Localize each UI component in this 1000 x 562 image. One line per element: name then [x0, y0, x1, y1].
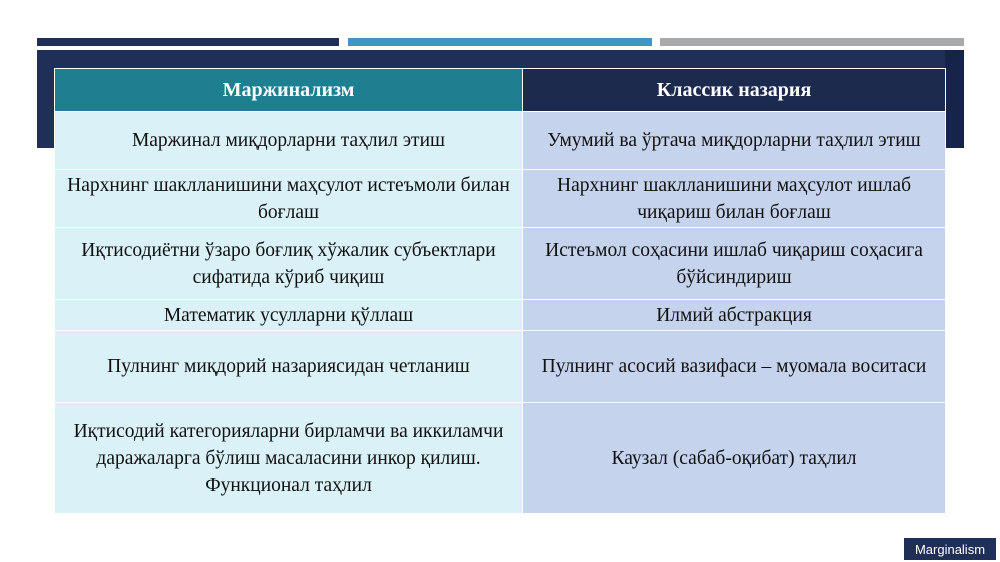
top-bar-gray — [660, 38, 964, 46]
cell-classical: Каузал (сабаб-оқибат) таҳлил — [523, 403, 946, 514]
cell-marginalism: Пулнинг миқдорий назариясидан четланиш — [55, 331, 523, 403]
top-bar-blue — [348, 38, 652, 46]
cell-classical: Истеъмол соҳасини ишлаб чиқариш соҳасига бўйсиндириш — [523, 228, 946, 300]
cell-classical: Умумий ва ўртача миқдорларни таҳлил этиш — [523, 112, 946, 170]
footer-badge: Marginalism — [904, 538, 996, 560]
comparison-table — [54, 68, 946, 514]
cell-classical: Нархнинг шаклланишини маҳсулот ишлаб чиқариш билан боғлаш — [523, 170, 946, 228]
table-row — [55, 112, 946, 170]
table-row — [55, 331, 946, 403]
header-classical-theory: Классик назария — [523, 69, 946, 112]
table-row — [55, 170, 946, 228]
header-marginalism: Маржинализм — [55, 69, 523, 112]
table-row — [55, 403, 946, 514]
cell-marginalism: Математик усулларни қўллаш — [55, 300, 523, 331]
cell-marginalism: Маржинал миқдорларни таҳлил этиш — [55, 112, 523, 170]
cell-classical: Пулнинг асосий вазифаси – муомала воситаси — [523, 331, 946, 403]
top-bar-navy — [37, 38, 339, 46]
cell-classical: Илмий абстракция — [523, 300, 946, 331]
table-row — [55, 300, 946, 331]
title-band-shadow — [945, 50, 964, 148]
table-header-row — [55, 69, 946, 112]
cell-marginalism: Нархнинг шаклланишини маҳсулот истеъмоли билан боғлаш — [55, 170, 523, 228]
cell-marginalism: Иқтисодиётни ўзаро боғлиқ хўжалик субъектлари сифатида кўриб чиқиш — [55, 228, 523, 300]
cell-marginalism: Иқтисодий категорияларни бирламчи ва иккиламчи даражаларга бўлиш масаласини инкор қилиш. Функционал таҳлил — [55, 403, 523, 514]
table-row — [55, 228, 946, 300]
